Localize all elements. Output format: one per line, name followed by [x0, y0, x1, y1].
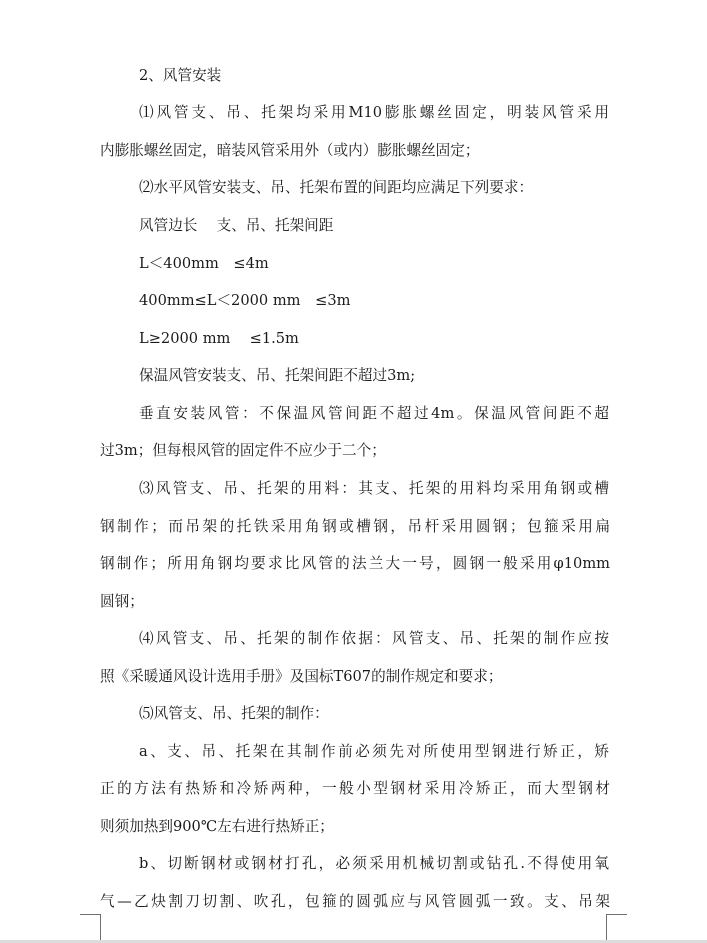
spacing-table-header: 风管边长 支、吊、托架间距	[139, 217, 334, 234]
page-corner-mark-left	[80, 914, 101, 941]
paragraph-line: ⑶风管支、吊、托架的用料：其支、托架的用料均采用角钢或槽	[139, 480, 609, 497]
paragraph-line: 保温风管安装支、吊、托架间距不超过3m;	[139, 367, 416, 384]
paragraph-line: 垂直安装风管：不保温风管间距不超过4m。保温风管间距不超	[139, 405, 609, 422]
paragraph-line: 过3m；但每根风管的固定件不应少于二个；	[100, 442, 386, 459]
paragraph-line: 钢制作；所用角钢均要求比风管的法兰大一号，圆钢一般采用φ10mm	[100, 555, 610, 572]
paragraph-line: 照《采暖通风设计选用手册》及国标T607的制作规定和要求；	[100, 668, 503, 685]
spacing-table-row: L＜400mm ≤4m	[139, 255, 269, 272]
spacing-table-row: L≥2000 mm ≤1.5m	[139, 330, 299, 347]
paragraph-line: ⑴风管支、吊、托架均采用M10膨胀螺丝固定，明装风管采用	[139, 104, 609, 121]
paragraph-line: 内膨胀螺丝固定，暗装风管采用外（或内）膨胀螺丝固定；	[100, 142, 480, 159]
paragraph-line: ⑵水平风管安装支、吊、托架布置的间距均应满足下列要求：	[139, 179, 534, 196]
paragraph-line: ⑸风管支、吊、托架的制作：	[139, 705, 329, 722]
section-heading: 2、风管安装	[139, 67, 222, 84]
paragraph-line: 钢制作；而吊架的托铁采用角钢或槽钢，吊杆采用圆钢；包箍采用扁	[100, 518, 610, 535]
spacing-table-row: 400mm≤L＜2000 mm ≤3m	[139, 292, 351, 309]
page-corner-mark-right	[606, 914, 627, 941]
paragraph-line: 气—乙炔割刀切割、吹孔，包箍的圆弧应与风管圆弧一致。支、吊架	[100, 893, 610, 910]
paragraph-line: 则须加热到900℃左右进行热矫正；	[100, 818, 334, 835]
paragraph-line: a、支、吊、托架在其制作前必须先对所使用型钢进行矫正，矫	[139, 743, 609, 760]
paragraph-line: 圆钢；	[100, 593, 144, 610]
paragraph-line: 正的方法有热矫和冷矫两种，一般小型钢材采用冷矫正，而大型钢材	[100, 780, 610, 797]
paragraph-line: b、切断钢材或钢材打孔，必须采用机械切割或钻孔.不得使用氧	[139, 855, 609, 872]
paragraph-line: ⑷风管支、吊、托架的制作依据：风管支、吊、托架的制作应按	[139, 630, 609, 647]
